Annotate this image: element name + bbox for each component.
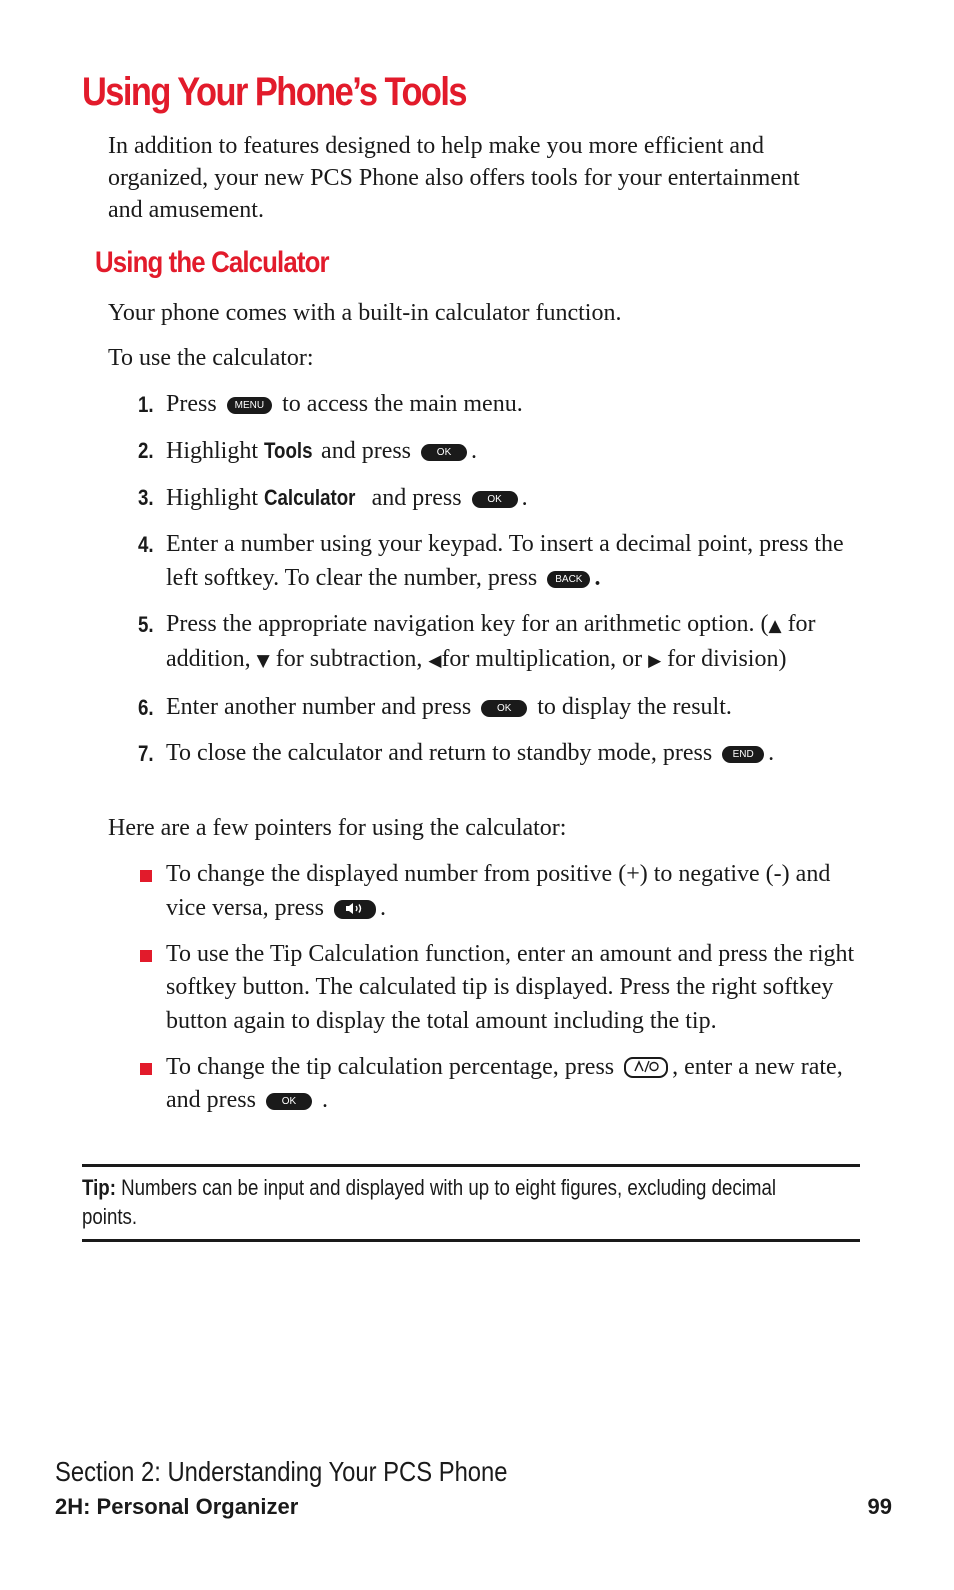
- step-text: for multiplication, or: [441, 646, 643, 672]
- step-number: 2.: [138, 438, 154, 463]
- intro-paragraph: In addition to features designed to help make you more efficient and organized, your new PCS Phone also offers tools for your entertainment and amusement.: [108, 133, 800, 223]
- menu-keyword: Tools: [264, 438, 313, 463]
- footer-section: Section 2: Understanding Your PCS Phone: [55, 1456, 508, 1487]
- step-number: 1.: [138, 392, 154, 417]
- step-text: Enter a number using your keypad. To insert a decimal point, press the left softkey. To clear the number, press: [166, 531, 844, 591]
- bullet-text: To change the tip calculation percentage, press: [166, 1053, 615, 1080]
- page-number: 99: [867, 1494, 892, 1519]
- speaker-icon: [334, 900, 376, 919]
- step-number: 6.: [138, 695, 154, 720]
- step-text: .: [471, 438, 478, 464]
- footer-chapter: 2H: Personal Organizer: [55, 1494, 299, 1519]
- pointer-list: [138, 858, 858, 1130]
- step-item: [138, 528, 858, 595]
- step-item: [138, 481, 858, 516]
- bullet-square-icon: [140, 950, 152, 962]
- step-number: 7.: [138, 741, 154, 766]
- step-item: [138, 737, 858, 771]
- menu-key-icon: MENU: [227, 397, 272, 414]
- step-text: Highlight: [166, 485, 259, 511]
- step-text: and press: [321, 438, 412, 464]
- bullet-square-icon: [140, 1063, 152, 1075]
- step-text: Press: [166, 391, 217, 417]
- step-text: for subtraction,: [275, 646, 423, 672]
- step-item: [138, 608, 858, 679]
- bullet-text: , enter a new rate, and press: [166, 1053, 843, 1113]
- calculator-intro: Your phone comes with a built-in calculator function.: [108, 300, 622, 326]
- step-item: [138, 388, 858, 422]
- bullet-text: To change the displayed number from positive (+) to negative (-) and vice versa, press: [166, 861, 831, 921]
- end-key-icon: END: [722, 746, 764, 763]
- shift-icon: [624, 1057, 668, 1078]
- ok-key-icon: OK: [472, 491, 518, 508]
- ok-key-icon: OK: [266, 1093, 312, 1110]
- step-text: for addition,: [166, 610, 816, 672]
- step-text: Press the appropriate navigation key for an arithmetic option. (: [166, 610, 769, 637]
- bullet-text: .: [379, 894, 386, 921]
- back-key-icon: BACK: [547, 571, 590, 588]
- list-item: [138, 938, 858, 1039]
- right-arrow-icon: ▶: [648, 651, 662, 671]
- step-item: [138, 691, 858, 725]
- tip-label: Tip:: [82, 1175, 116, 1200]
- pointers-lead: Here are a few pointers for using the calculator:: [108, 815, 567, 841]
- step-text: Highlight: [166, 438, 259, 464]
- step-text: for division): [667, 646, 787, 672]
- step-text: to display the result.: [537, 694, 732, 720]
- down-arrow-icon: ▼: [256, 651, 270, 671]
- left-arrow-icon: ◀: [428, 651, 442, 671]
- step-text: and press: [371, 485, 462, 511]
- page-title: Using Your Phone’s Tools: [82, 70, 466, 114]
- list-item: [138, 858, 858, 925]
- calculator-lead: To use the calculator:: [108, 345, 314, 371]
- ok-key-icon: OK: [421, 444, 467, 461]
- ok-key-icon: OK: [481, 700, 527, 717]
- tip-box: [82, 1164, 860, 1242]
- step-number: 4.: [138, 532, 154, 557]
- tip-content: [82, 1173, 830, 1231]
- step-number: 3.: [138, 485, 154, 510]
- bullet-square-icon: [140, 870, 152, 882]
- section-subtitle: Using the Calculator: [95, 246, 329, 279]
- step-number: 5.: [138, 611, 154, 637]
- tip-text: Numbers can be input and displayed with up to eight figures, excluding decimal points.: [82, 1175, 777, 1229]
- step-text: to access the main menu.: [282, 391, 523, 417]
- bullet-text: .: [321, 1087, 328, 1113]
- step-text: To close the calculator and return to standby mode, press: [166, 740, 713, 766]
- step-item: [138, 434, 858, 469]
- up-arrow-icon: ▲: [768, 615, 782, 636]
- step-text: .: [594, 564, 601, 591]
- bullet-text: To use the Tip Calculation function, enter an amount and press the right softkey button. The calculated tip is displayed. Press the right softkey button again to display the total amount including the tip.: [166, 940, 855, 1034]
- menu-keyword: Calculator: [264, 485, 356, 510]
- step-text: Enter another number and press: [166, 694, 472, 720]
- step-text: .: [768, 740, 775, 766]
- list-item: [138, 1051, 858, 1118]
- step-text: .: [521, 485, 528, 511]
- step-list: [138, 388, 858, 783]
